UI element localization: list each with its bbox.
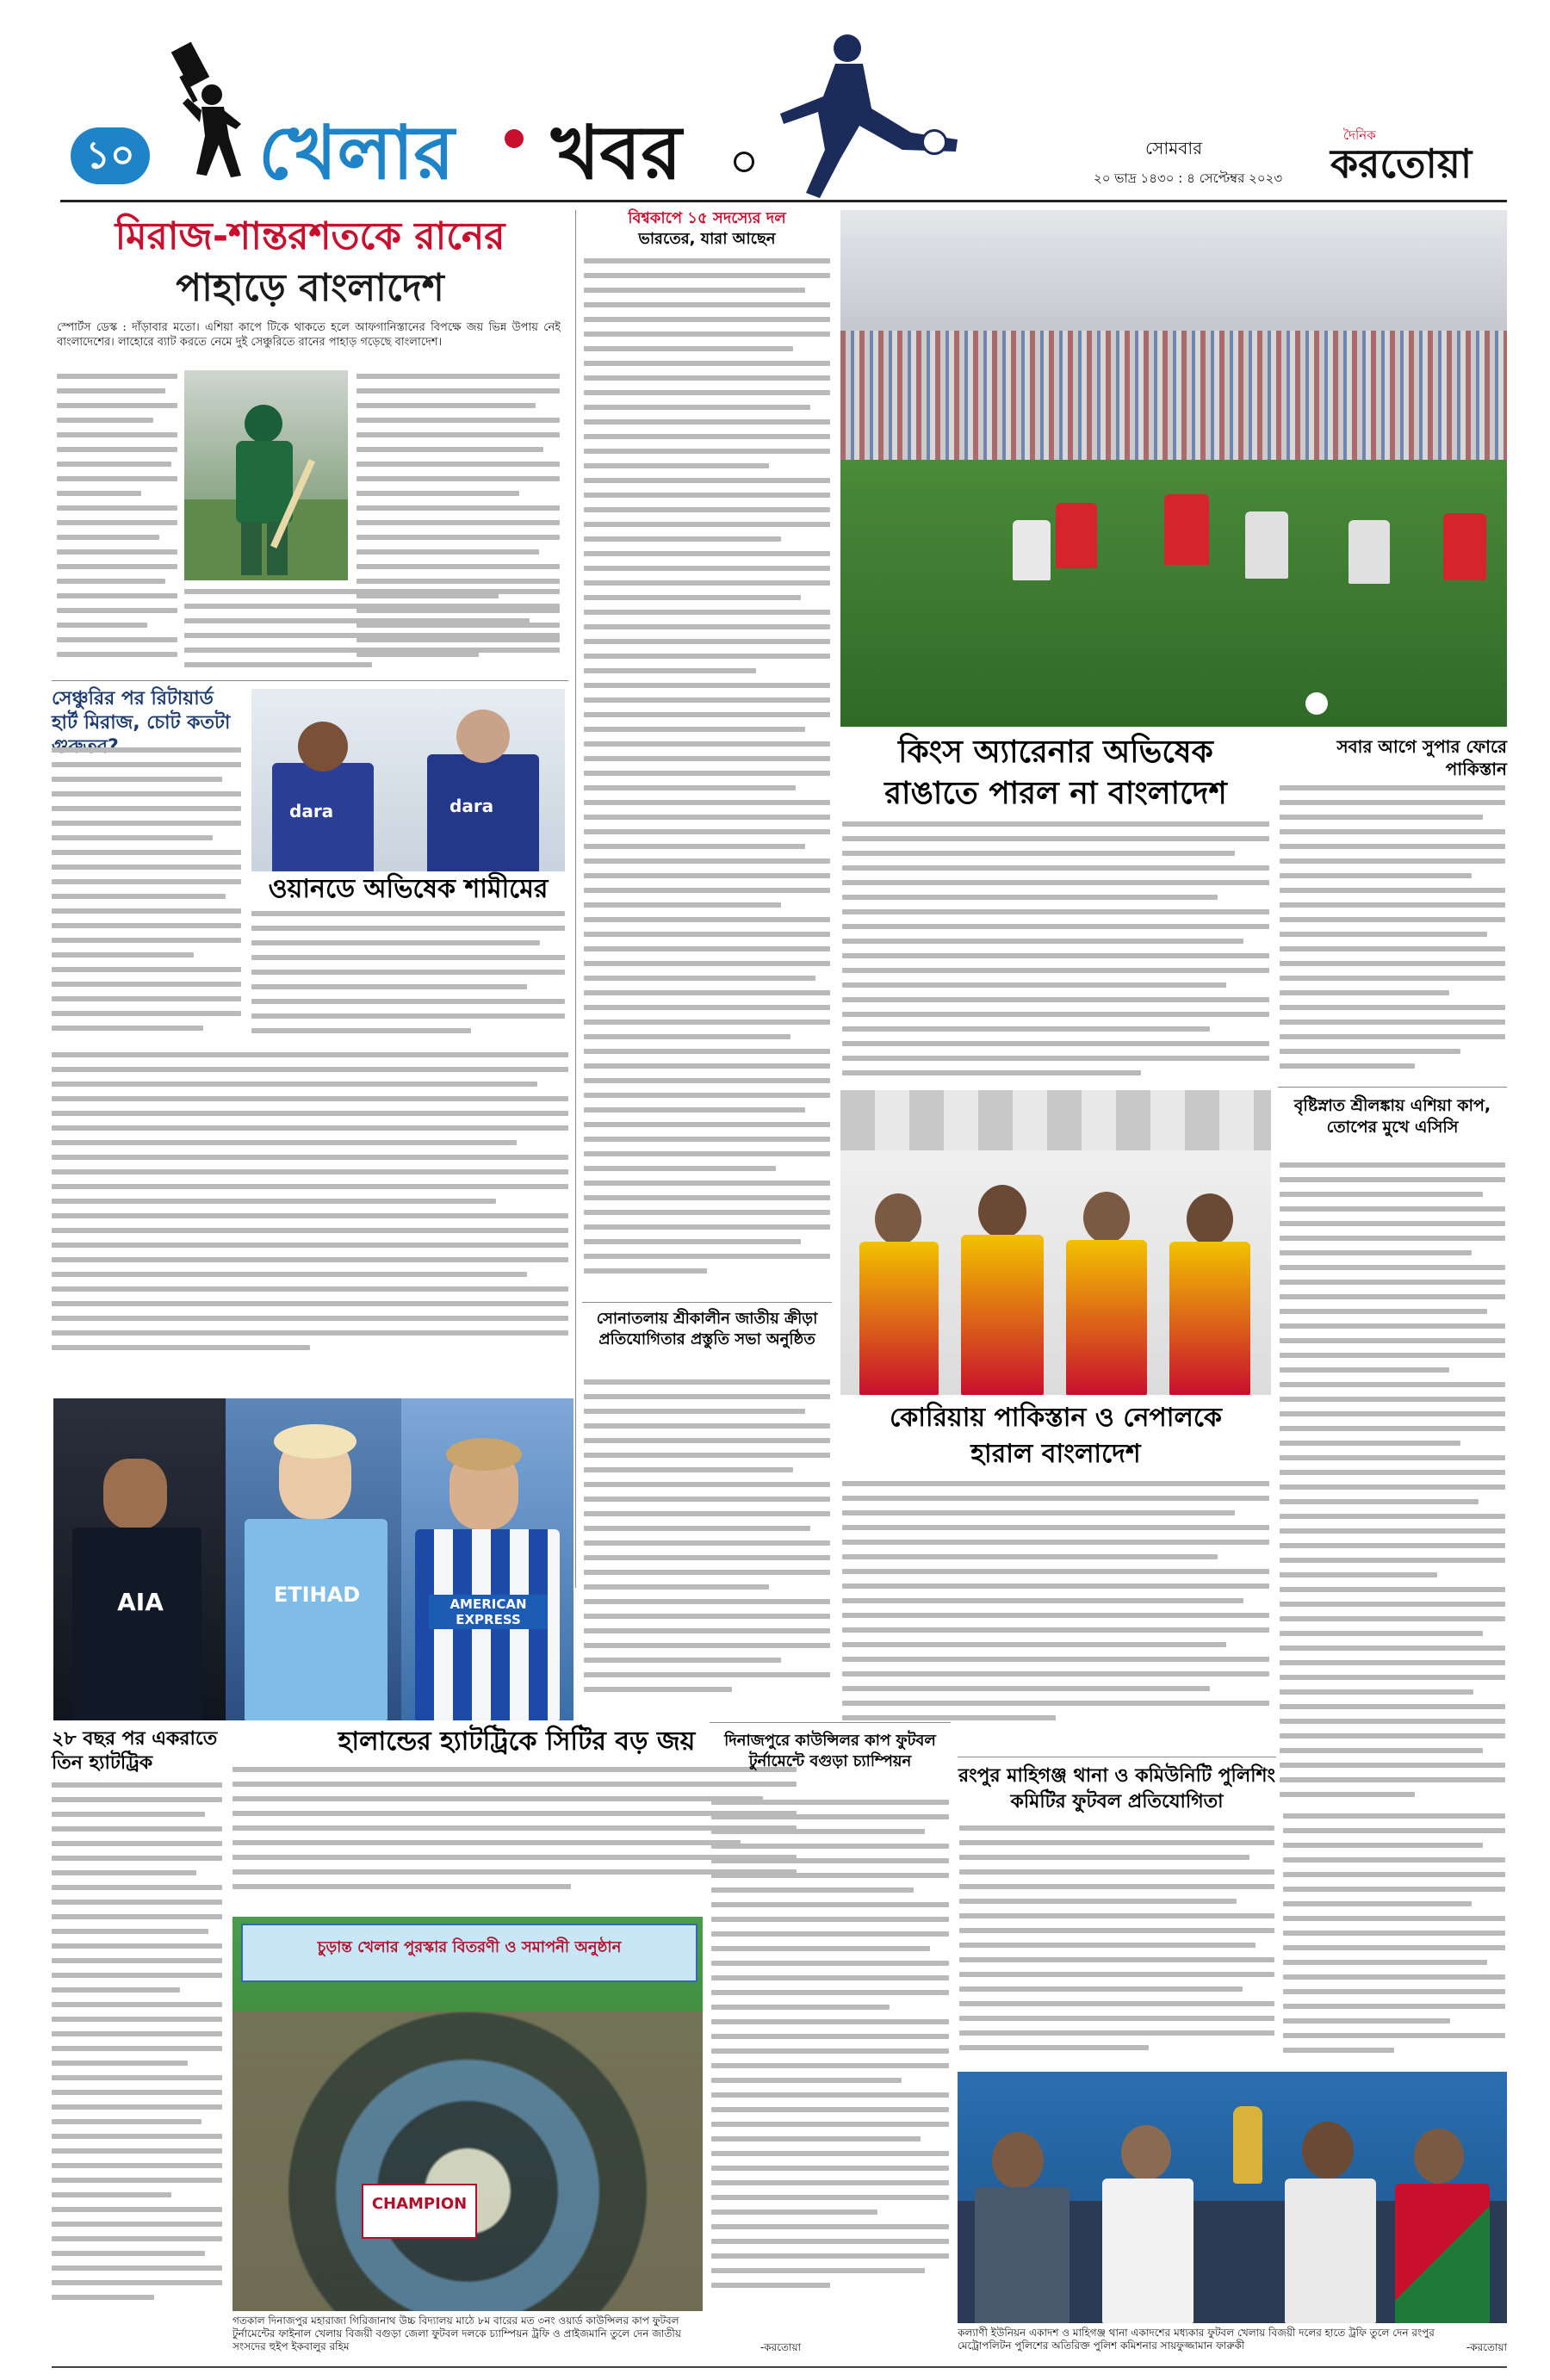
shamim-body-continued — [52, 1052, 568, 1391]
paper-name: করতোয়া — [1330, 140, 1472, 187]
miraj-body-col1 — [57, 374, 177, 675]
cricket-ball-icon — [505, 129, 524, 148]
shamim-headline: ওয়ানডে অভিষেক শামীমের — [268, 874, 549, 904]
korea-body — [842, 1481, 1269, 1739]
column-rule-1 — [575, 210, 576, 1588]
story-rangpur — [958, 1757, 1276, 2067]
miraj-lead-text: স্পোর্টস ডেস্ক : দাঁড়াবার মতো। এশিয়া কাপে টিকে থাকতে হলে আফগানিস্তানের বিপক্ষে জয় ভিন্ন উপায় নেই বাংলাদেশের। লাহোরে ব্যাট করতে নেমে দুই সেঞ্চুরিতে রানের পাহাড় গড়েছে বাংলাদেশ। — [57, 321, 561, 349]
rangpur-photo-credit: -করতোয়া — [1466, 2341, 1507, 2353]
miraj-body-bottom — [184, 589, 560, 672]
football-right-icon — [921, 129, 947, 155]
footballer-silhouette-icon — [758, 29, 964, 201]
miraj-headline-line2: পাহাড়ে বাংলাদেশ — [176, 266, 444, 310]
dinajpur-photo-credit: -করতোয়া — [760, 2341, 801, 2353]
shamim-body — [251, 911, 565, 1049]
sonatola-body — [584, 1379, 830, 1712]
story-dinajpur — [710, 1722, 951, 2359]
son-body — [52, 1782, 222, 2325]
story-super-four — [1278, 735, 1507, 1080]
kings-body — [842, 821, 1269, 1080]
cricketer-silhouette-icon — [145, 41, 257, 179]
dinajpur-headline: দিনাজপুরে কাউন্সিলর কাপ ফুটবল টুর্নামেন্টে বগুড়া চ্যাম্পিয়ন — [724, 1732, 936, 1770]
champion-board — [362, 2184, 477, 2239]
page-bottom-rule — [52, 2366, 1507, 2368]
shamim-team-photo — [251, 689, 565, 871]
super-four-headline: সবার আগে সুপার ফোরে পাকিস্তান — [1336, 736, 1507, 779]
korea-headline-line2: হারাল বাংলাদেশ — [970, 1439, 1141, 1469]
event-banner-title: চুড়ান্ত খেলার পুরস্কার বিতরণী ও সমাপনী অনুষ্ঠান — [317, 1938, 622, 1956]
haaland-headline: হালান্ডের হ্যাটট্রিকে সিটির বড় জয় — [338, 1726, 696, 1757]
retired-hurt-headline: সেঞ্চুরির পর রিটায়ার্ড হার্ট মিরাজ, চোট কতটা — [52, 688, 231, 734]
kit-sponsor-1: AIA — [117, 1588, 164, 1616]
sonatola-headline: সোনাতলায় শ্রীকালীন জাতীয় ক্রীড়া প্রতিযোগিতার প্রস্তুতি সভা অনুষ্ঠিত — [596, 1310, 818, 1348]
srilanka-body-continued — [1283, 1813, 1505, 2063]
miraj-batting-photo — [184, 370, 348, 580]
masthead-rule — [60, 200, 1507, 202]
kit-sponsor-2: ETIHAD — [273, 1583, 361, 1607]
section-word-news: খবর — [551, 110, 682, 196]
korea-headline-line1: কোরিয়ায় পাকিস্তান ও নেপালকে — [890, 1403, 1222, 1433]
footballers-photo — [53, 1398, 574, 1720]
stadium-match-photo — [840, 210, 1507, 727]
dinajpur-award-photo — [232, 1917, 703, 2311]
rangpur-headline: রংপুর মাহিগঞ্জ থানা ও কমিউনিটি পুলিশিং কমিটির ফুটবল প্রতিযোগিতা — [958, 1765, 1276, 1813]
son-headline: ২৮ বছর পর একরাতে তিন হ্যাটট্রিক — [52, 1728, 218, 1774]
story-srilanka — [1278, 1087, 1507, 1810]
date-label: ২০ ভাদ্র ১৪৩০ : ৪ সেপ্টেম্বর ২০২৩ — [1094, 170, 1283, 186]
football-icon — [734, 152, 754, 172]
story-sonatola — [582, 1302, 832, 1715]
super-four-body — [1280, 785, 1505, 1078]
wc15-headline-line2: ভারতের, যারা আছেন — [638, 230, 776, 248]
page-number: ১০ — [85, 133, 135, 177]
champion-board-text: CHAMPION — [371, 2195, 468, 2213]
story-miraj — [52, 210, 568, 675]
story-wc15 — [582, 210, 832, 1295]
kings-headline-line1: কিংস অ্যারেনার অভিষেক — [898, 734, 1213, 770]
masthead — [0, 0, 1550, 203]
section-word-sports: খেলার — [258, 110, 455, 196]
day-label: সোমবার — [1145, 138, 1203, 158]
rangpur-body — [959, 1825, 1274, 2067]
rangpur-trophy-photo — [958, 2072, 1507, 2323]
jersey-logo-text: dara — [289, 801, 334, 821]
story-retired-hurt — [52, 680, 568, 1051]
retired-hurt-body-left — [52, 747, 241, 1051]
event-banner — [241, 1924, 698, 1982]
miraj-headline-line1: মিরাজ-শান্তরশতকে রানের — [115, 214, 505, 258]
kit-sponsor-3: AMERICAN EXPRESS — [429, 1595, 548, 1629]
jersey-logo-text-2: dara — [450, 796, 494, 816]
dinajpur-photo-caption: গতকাল দিনাজপুর মহারাজা গিরিজানাথ উচ্চ বিদ্যালয় মাঠে ৮ম বারের মত ৩নং ওয়ার্ড কাউন্সিলর কাপ ফুটবল টুর্নামেন্টের ফাইনাল খেলায় বিজয়ী বগুড়া জেলা ফুটবল দলকে চ্যাম্পিয়ন ট্রফি ও প্রাইজমানি তুলে দেন জাতীয় সংসদের হুইপ ইকবালুর রহিম — [232, 2315, 681, 2352]
srilanka-headline: বৃষ্টিস্নাত শ্রীলঙ্কায় এশিয়া কাপ, তোপের মুখে এসিসি — [1293, 1096, 1491, 1137]
paper-small-label: দৈনিক — [1343, 127, 1376, 143]
story-korea — [840, 1404, 1271, 1748]
rangpur-photo-caption: কল্যাণী ইউনিয়ন একাদশ ও মাহিগঞ্জ থানা একাদশের মধ্যকার ফুটবল খেলায় বিজয়ী দলের হাতে ট্রফি তুলে দেন রংপুর মেট্রোপলিটন পুলিশের অতিরিক্ত পুলিশ কমিশনার সায়ফুজ্জামান ফারুকী — [958, 2327, 1435, 2352]
srilanka-body — [1280, 1162, 1505, 1807]
wc15-headline-line1: বিশ্বকাপে ১৫ সদস্যের দল — [628, 209, 786, 227]
kings-headline-line2: রাঙাতে পারল না বাংলাদেশ — [884, 776, 1227, 811]
wc15-body — [584, 258, 830, 1292]
dinajpur-body — [711, 1800, 949, 2306]
table-tennis-team-photo — [840, 1090, 1271, 1395]
story-son — [52, 1726, 224, 2328]
